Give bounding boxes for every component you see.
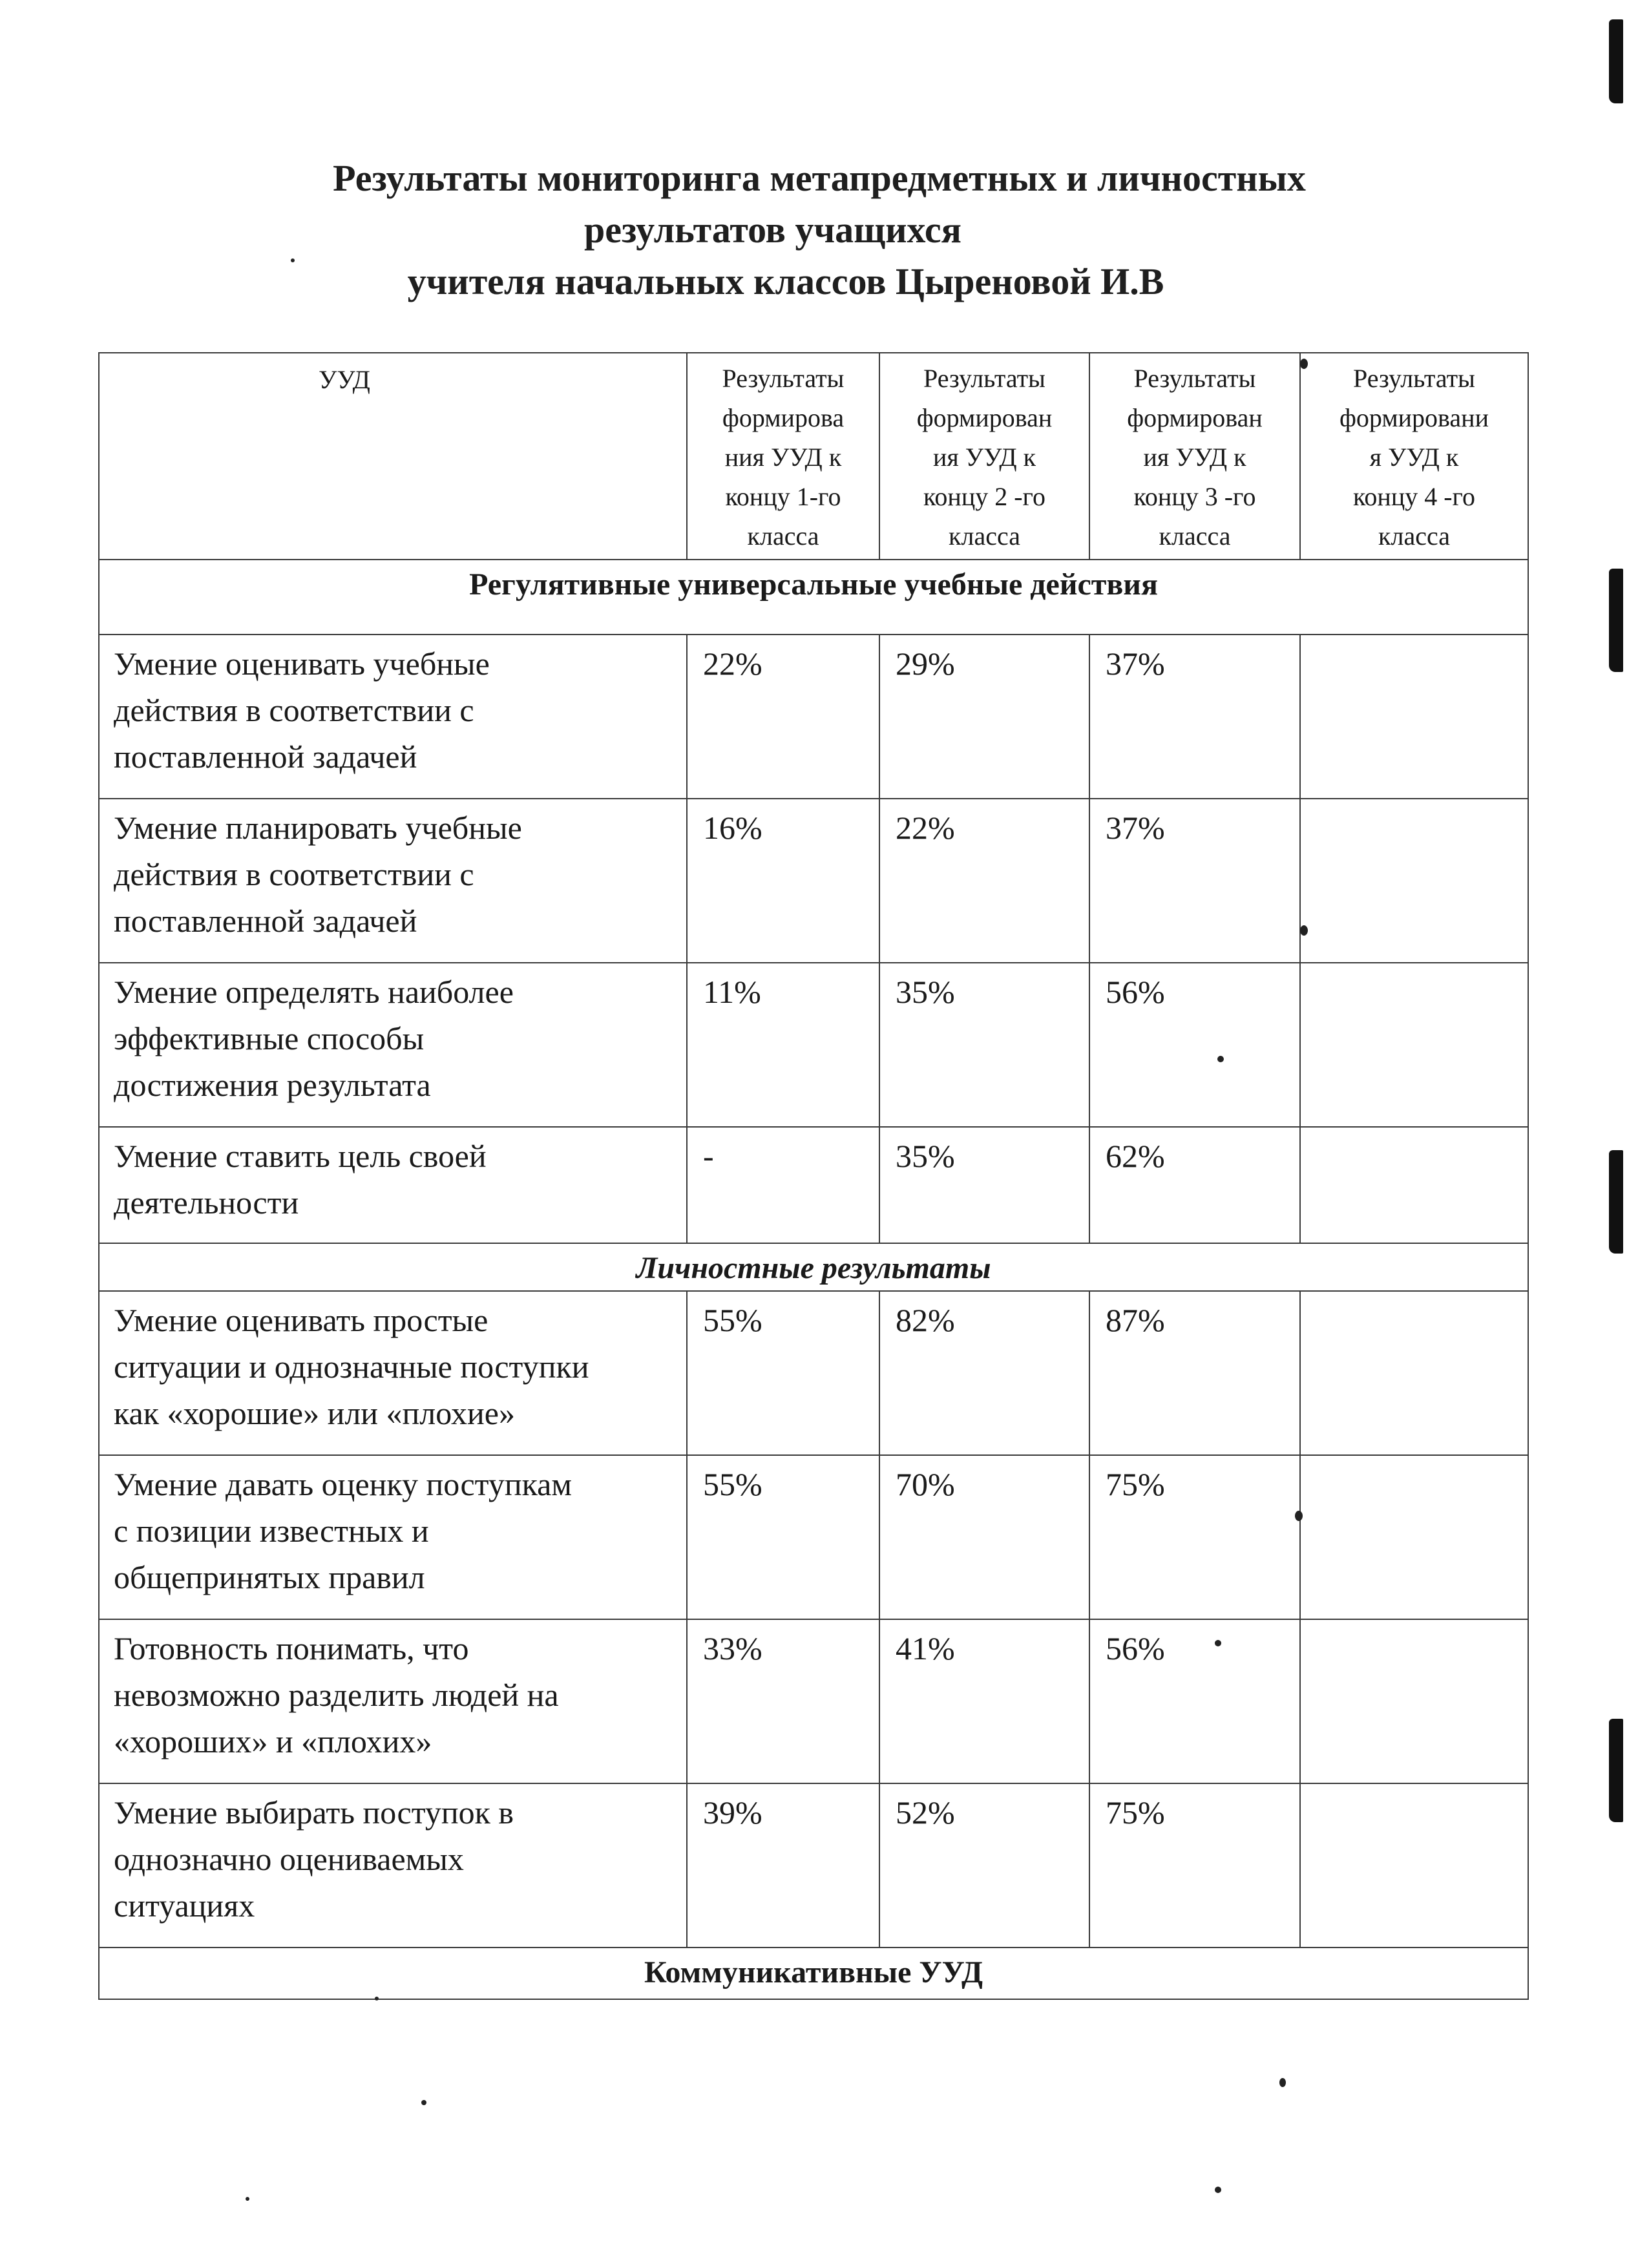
table-row <box>99 1127 1528 1243</box>
document-title <box>0 152 1649 308</box>
section-header-regulatory <box>99 560 1528 635</box>
value-grade-3: 75% <box>1089 1783 1300 1948</box>
scan-speck <box>1217 1056 1224 1062</box>
row-description: Умение выбирать поступок в однозначно оцениваемых ситуациях <box>99 1783 687 1948</box>
table-row <box>99 1619 1528 1783</box>
value-grade-3: 56% <box>1089 1619 1300 1783</box>
title-line-3: учителя начальных классов Цыреновой И.В <box>407 260 1164 302</box>
scan-speck <box>246 2197 249 2201</box>
row-description: Умение планировать учебные действия в соответствии с поставленной задачей <box>99 799 687 963</box>
value-grade-3: 75% <box>1089 1455 1300 1619</box>
scan-speck <box>1215 1640 1221 1646</box>
value-grade-1: 16% <box>687 799 879 963</box>
header-grade-4: Результаты формировани я УУД к концу 4 -го класса <box>1300 353 1528 560</box>
table-row <box>99 1783 1528 1948</box>
value-grade-3: 56% <box>1089 963 1300 1127</box>
value-grade-4 <box>1300 1291 1528 1455</box>
value-grade-4 <box>1300 1783 1528 1948</box>
value-grade-2: 29% <box>879 635 1089 799</box>
value-grade-1: 22% <box>687 635 879 799</box>
value-grade-1: 11% <box>687 963 879 1127</box>
section-title: Регулятивные универсальные учебные действия <box>99 560 1528 635</box>
monitoring-table <box>98 352 1529 2000</box>
value-grade-1: - <box>687 1127 879 1243</box>
scan-speck <box>1215 2187 1221 2193</box>
header-uud: УУД <box>99 353 687 560</box>
value-grade-3: 87% <box>1089 1291 1300 1455</box>
value-grade-1: 39% <box>687 1783 879 1948</box>
value-grade-4 <box>1300 1127 1528 1243</box>
scan-mark <box>1609 19 1623 103</box>
value-grade-4 <box>1300 963 1528 1127</box>
value-grade-2: 35% <box>879 963 1089 1127</box>
scan-speck <box>291 258 295 262</box>
scan-speck <box>375 1997 379 2000</box>
value-grade-3: 37% <box>1089 635 1300 799</box>
section-title: Личностные результаты <box>99 1243 1528 1291</box>
scan-speck <box>421 2100 426 2105</box>
table-header-row <box>99 353 1528 560</box>
scan-speck <box>1300 925 1308 936</box>
scan-speck <box>1295 1511 1303 1521</box>
value-grade-1: 55% <box>687 1291 879 1455</box>
header-grade-2: Результаты формирован ия УУД к концу 2 -го класса <box>879 353 1089 560</box>
scan-mark <box>1609 1150 1623 1254</box>
table-row <box>99 1455 1528 1619</box>
value-grade-2: 70% <box>879 1455 1089 1619</box>
value-grade-3: 37% <box>1089 799 1300 963</box>
value-grade-2: 52% <box>879 1783 1089 1948</box>
value-grade-3: 62% <box>1089 1127 1300 1243</box>
section-header-communicative <box>99 1948 1528 1999</box>
value-grade-4 <box>1300 1455 1528 1619</box>
table-row <box>99 799 1528 963</box>
value-grade-2: 22% <box>879 799 1089 963</box>
value-grade-4 <box>1300 1619 1528 1783</box>
section-header-personal <box>99 1243 1528 1291</box>
row-description: Умение ставить цель своей деятельности <box>99 1127 687 1243</box>
scan-mark <box>1609 1719 1623 1822</box>
scan-mark <box>1609 569 1623 672</box>
title-line-2: результатов учащихся <box>584 209 961 251</box>
row-description: Умение оценивать простые ситуации и однозначные поступки как «хорошие» или «плохие» <box>99 1291 687 1455</box>
value-grade-2: 82% <box>879 1291 1089 1455</box>
row-description: Умение давать оценку поступкам с позиции известных и общепринятых правил <box>99 1455 687 1619</box>
row-description: Умение определять наиболее эффективные способы достижения результата <box>99 963 687 1127</box>
value-grade-4 <box>1300 799 1528 963</box>
value-grade-1: 33% <box>687 1619 879 1783</box>
scan-speck <box>1300 359 1308 369</box>
header-grade-1: Результаты формирова ния УУД к концу 1-го класса <box>687 353 879 560</box>
scan-speck <box>1279 2078 1286 2087</box>
value-grade-4 <box>1300 635 1528 799</box>
row-description: Умение оценивать учебные действия в соответствии с поставленной задачей <box>99 635 687 799</box>
title-line-1: Результаты мониторинга метапредметных и личностных <box>333 157 1306 199</box>
table-row <box>99 635 1528 799</box>
row-description: Готовность понимать, что невозможно разделить людей на «хороших» и «плохих» <box>99 1619 687 1783</box>
value-grade-1: 55% <box>687 1455 879 1619</box>
header-grade-3: Результаты формирован ия УУД к концу 3 -го класса <box>1089 353 1300 560</box>
table-row <box>99 963 1528 1127</box>
table-row <box>99 1291 1528 1455</box>
value-grade-2: 35% <box>879 1127 1089 1243</box>
value-grade-2: 41% <box>879 1619 1089 1783</box>
section-title: Коммуникативные УУД <box>99 1948 1528 1999</box>
